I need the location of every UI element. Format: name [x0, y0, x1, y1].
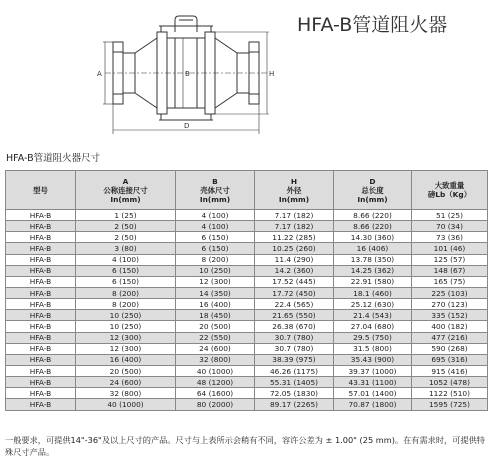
col-header-nominal-size-name: 公称连接尺寸	[103, 185, 148, 195]
cell-outer-diameter: 22.4 (565)	[255, 299, 334, 310]
table-row	[6, 377, 488, 388]
cell-total-length: 18.1 (460)	[334, 287, 412, 298]
cell-housing-size: 48 (1200)	[176, 377, 255, 388]
cell-outer-diameter: 11.4 (290)	[255, 254, 334, 265]
cell-outer-diameter: 30.7 (780)	[255, 343, 334, 354]
cell-outer-diameter: 46.26 (1175)	[255, 365, 334, 376]
col-header-housing-size	[176, 171, 255, 210]
col-header-total-length-name: 总长度	[361, 185, 384, 195]
cell-model: HFA-B	[6, 287, 76, 298]
cell-nominal-size: 10 (250)	[76, 310, 176, 321]
cell-housing-size: 12 (300)	[176, 276, 255, 287]
cell-total-length: 29.5 (750)	[334, 332, 412, 343]
cell-total-length: 25.12 (630)	[334, 299, 412, 310]
table-row	[6, 321, 488, 332]
table-row	[6, 276, 488, 287]
table-row	[6, 232, 488, 243]
cell-outer-diameter: 72.05 (1830)	[255, 388, 334, 399]
table-row	[6, 399, 488, 410]
col-header-outer-diameter-unit: In(mm)	[278, 194, 310, 204]
cell-weight: 695 (316)	[412, 354, 488, 365]
cell-total-length: 21.4 (543)	[334, 310, 412, 321]
cell-total-length: 31.5 (800)	[334, 343, 412, 354]
page-title: HFA-B管道阻火器	[297, 14, 448, 36]
cell-model: HFA-B	[6, 377, 76, 388]
cell-total-length: 43.31 (1100)	[334, 377, 412, 388]
col-header-model	[6, 171, 76, 210]
cell-model: HFA-B	[6, 254, 76, 265]
cell-weight: 1052 (478)	[412, 377, 488, 388]
cell-model: HFA-B	[6, 365, 76, 376]
col-header-total-length-letter: D	[369, 176, 376, 186]
cell-nominal-size: 20 (500)	[76, 365, 176, 376]
cell-model: HFA-B	[6, 310, 76, 321]
cell-housing-size: 6 (150)	[176, 232, 255, 243]
cell-weight: 125 (57)	[412, 254, 488, 265]
cell-housing-size: 14 (350)	[176, 287, 255, 298]
cell-housing-size: 16 (400)	[176, 299, 255, 310]
table-row	[6, 365, 488, 376]
cell-housing-size: 4 (100)	[176, 210, 255, 221]
cell-outer-diameter: 21.65 (550)	[255, 310, 334, 321]
col-header-nominal-size-letter: A	[122, 176, 129, 186]
table-row	[6, 388, 488, 399]
cell-nominal-size: 12 (300)	[76, 343, 176, 354]
cell-weight: 148 (67)	[412, 265, 488, 276]
dimension-label-b: B	[185, 70, 190, 78]
cell-weight: 590 (268)	[412, 343, 488, 354]
table-row	[6, 210, 488, 221]
cell-model: HFA-B	[6, 243, 76, 254]
cell-total-length: 14.30 (360)	[334, 232, 412, 243]
col-header-housing-size-name: 壳体尺寸	[200, 185, 230, 195]
cell-model: HFA-B	[6, 354, 76, 365]
cell-weight: 915 (416)	[412, 365, 488, 376]
cell-housing-size: 4 (100)	[176, 221, 255, 232]
table-row	[6, 310, 488, 321]
cell-weight: 73 (36)	[412, 232, 488, 243]
cell-total-length: 8.66 (220)	[334, 221, 412, 232]
cell-housing-size: 64 (1600)	[176, 388, 255, 399]
cell-housing-size: 20 (500)	[176, 321, 255, 332]
cell-housing-size: 10 (250)	[176, 265, 255, 276]
cell-weight: 70 (34)	[412, 221, 488, 232]
cell-total-length: 57.01 (1400)	[334, 388, 412, 399]
cell-nominal-size: 24 (600)	[76, 377, 176, 388]
cell-weight: 335 (152)	[412, 310, 488, 321]
table-row	[6, 343, 488, 354]
footnote: 一般要求，可提供14"-36"及以上尺寸的产品。尺寸与上表所示会稍有不同，容许公差为 ± 1.00" (25 mm)。在有需求时，可提供特殊尺寸产品。	[5, 435, 485, 457]
cell-total-length: 27.04 (680)	[334, 321, 412, 332]
table-row	[6, 221, 488, 232]
cell-total-length: 14.25 (362)	[334, 265, 412, 276]
cell-total-length: 8.66 (220)	[334, 210, 412, 221]
cell-weight: 1122 (510)	[412, 388, 488, 399]
col-header-housing-size-letter: B	[212, 176, 218, 186]
col-header-weight-name: 大致重量	[434, 181, 465, 190]
cell-housing-size: 80 (2000)	[176, 399, 255, 410]
cell-outer-diameter: 26.38 (670)	[255, 321, 334, 332]
col-header-outer-diameter-name: 外径	[286, 185, 302, 195]
cell-outer-diameter: 55.31 (1405)	[255, 377, 334, 388]
cell-outer-diameter: 11.22 (285)	[255, 232, 334, 243]
cell-outer-diameter: 7.17 (182)	[255, 210, 334, 221]
col-header-outer-diameter	[255, 171, 334, 210]
table-row	[6, 243, 488, 254]
cell-weight: 51 (25)	[412, 210, 488, 221]
cell-nominal-size: 2 (50)	[76, 232, 176, 243]
cell-total-length: 13.78 (350)	[334, 254, 412, 265]
cell-model: HFA-B	[6, 210, 76, 221]
table-row	[6, 287, 488, 298]
cell-outer-diameter: 7.17 (182)	[255, 221, 334, 232]
cell-nominal-size: 16 (400)	[76, 354, 176, 365]
cell-housing-size: 32 (800)	[176, 354, 255, 365]
cell-nominal-size: 4 (100)	[76, 254, 176, 265]
cell-outer-diameter: 10.25 (260)	[255, 243, 334, 254]
cell-model: HFA-B	[6, 321, 76, 332]
cell-nominal-size: 12 (300)	[76, 332, 176, 343]
col-header-total-length-unit: In(mm)	[357, 194, 388, 204]
flame-arrester-drawing	[95, 8, 275, 140]
col-header-outer-diameter-letter: H	[290, 176, 298, 186]
cell-nominal-size: 1 (25)	[76, 210, 176, 221]
cell-nominal-size: 8 (200)	[76, 299, 176, 310]
col-header-total-length	[334, 171, 412, 210]
col-header-model-name: 型号	[33, 185, 48, 195]
table-caption: HFA-B管道阻火器尺寸	[6, 153, 101, 164]
cell-weight: 225 (103)	[412, 287, 488, 298]
cell-outer-diameter: 38.39 (975)	[255, 354, 334, 365]
dimension-label-h: H	[269, 70, 275, 78]
col-header-housing-size-unit: In(mm)	[199, 194, 231, 204]
col-header-weight-unit: 磅Lb（Kg）	[427, 190, 472, 199]
cell-total-length: 39.37 (1000)	[334, 365, 412, 376]
cell-weight: 270 (123)	[412, 299, 488, 310]
cell-housing-size: 8 (200)	[176, 254, 255, 265]
cell-model: HFA-B	[6, 265, 76, 276]
dimension-label-d: D	[184, 122, 190, 130]
table-row	[6, 354, 488, 365]
cell-housing-size: 18 (450)	[176, 310, 255, 321]
cell-nominal-size: 40 (1000)	[76, 399, 176, 410]
cell-model: HFA-B	[6, 232, 76, 243]
table-body	[6, 210, 488, 411]
cell-outer-diameter: 14.2 (360)	[255, 265, 334, 276]
cell-weight: 165 (75)	[412, 276, 488, 287]
cell-total-length: 16 (406)	[334, 243, 412, 254]
cell-nominal-size: 6 (150)	[76, 276, 176, 287]
cell-nominal-size: 10 (250)	[76, 321, 176, 332]
cell-outer-diameter: 17.72 (450)	[255, 287, 334, 298]
table-header-row	[6, 171, 488, 210]
table-row	[6, 332, 488, 343]
cell-model: HFA-B	[6, 388, 76, 399]
cell-housing-size: 24 (600)	[176, 343, 255, 354]
cell-nominal-size: 6 (150)	[76, 265, 176, 276]
cell-nominal-size: 8 (200)	[76, 287, 176, 298]
dimension-label-a: A	[97, 70, 102, 78]
table-row	[6, 254, 488, 265]
cell-total-length: 70.87 (1800)	[334, 399, 412, 410]
dimension-table	[5, 170, 488, 411]
cell-model: HFA-B	[6, 343, 76, 354]
table-row	[6, 265, 488, 276]
cell-total-length: 35.43 (900)	[334, 354, 412, 365]
cell-model: HFA-B	[6, 332, 76, 343]
cell-weight: 101 (46)	[412, 243, 488, 254]
cell-outer-diameter: 89.17 (2265)	[255, 399, 334, 410]
cell-weight: 477 (216)	[412, 332, 488, 343]
cell-weight: 1595 (725)	[412, 399, 488, 410]
cell-model: HFA-B	[6, 299, 76, 310]
cell-model: HFA-B	[6, 276, 76, 287]
cell-model: HFA-B	[6, 221, 76, 232]
cell-nominal-size: 32 (800)	[76, 388, 176, 399]
cell-housing-size: 40 (1000)	[176, 365, 255, 376]
cell-housing-size: 22 (550)	[176, 332, 255, 343]
cell-nominal-size: 3 (80)	[76, 243, 176, 254]
cell-total-length: 22.91 (580)	[334, 276, 412, 287]
cell-nominal-size: 2 (50)	[76, 221, 176, 232]
col-header-nominal-size-unit: In(mm)	[110, 194, 141, 204]
cell-model: HFA-B	[6, 399, 76, 410]
cell-housing-size: 6 (150)	[176, 243, 255, 254]
cell-outer-diameter: 30.7 (780)	[255, 332, 334, 343]
col-header-nominal-size	[76, 171, 176, 210]
cell-outer-diameter: 17.52 (445)	[255, 276, 334, 287]
cell-weight: 400 (182)	[412, 321, 488, 332]
table-row	[6, 299, 488, 310]
col-header-weight	[412, 171, 488, 210]
